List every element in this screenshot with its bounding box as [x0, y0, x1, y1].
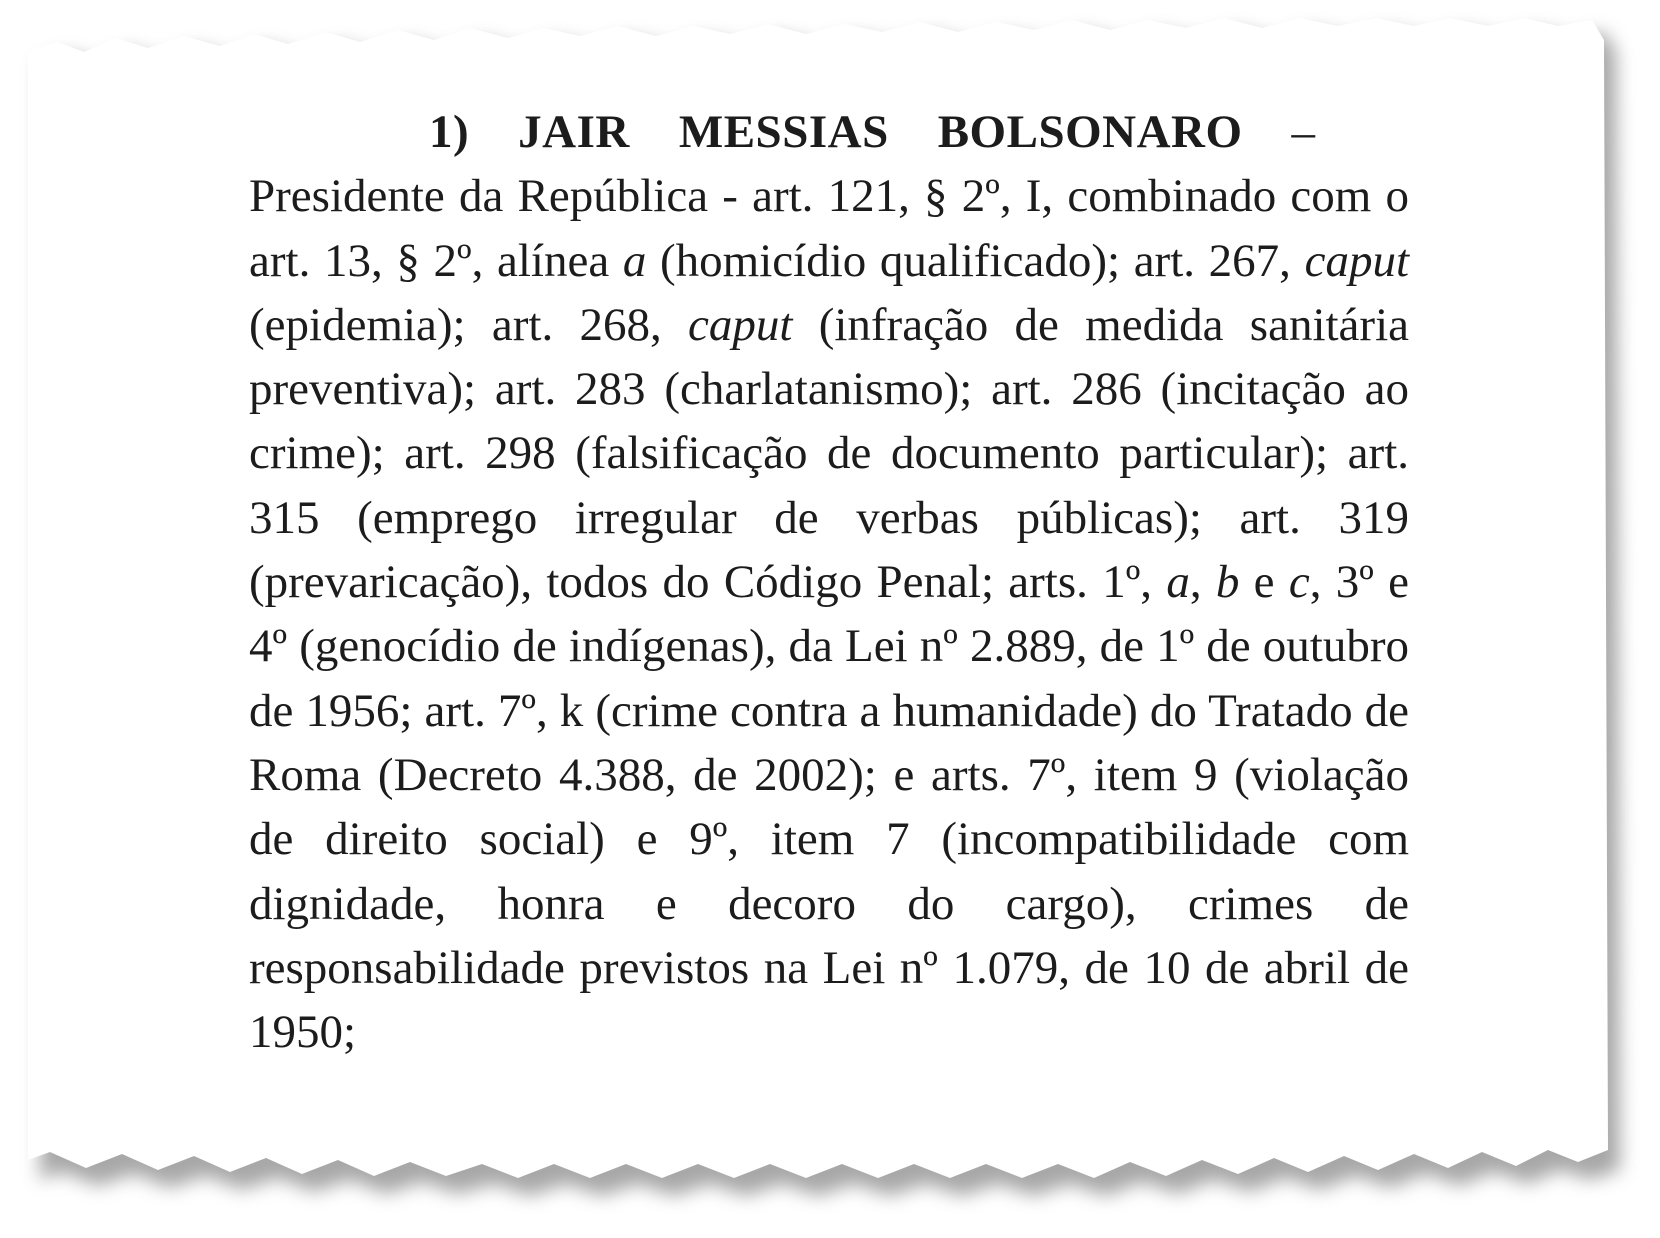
text-segment: (homicídio qualificado); art. 267,	[646, 234, 1305, 287]
text-segment: (epidemia); art. 268,	[249, 298, 688, 351]
heading-name-middle: MESSIAS	[678, 106, 889, 158]
heading-name-first: JAIR	[518, 106, 630, 158]
italic-term: caput	[688, 298, 793, 351]
italic-term: c	[1288, 556, 1310, 609]
italic-term: b	[1215, 556, 1240, 609]
heading-defendant	[429, 106, 1292, 158]
heading-name-last: BOLSONARO	[937, 106, 1243, 158]
italic-term: a	[622, 234, 647, 287]
italic-term: caput	[1304, 234, 1410, 287]
text-segment: e	[1239, 556, 1289, 609]
text-segment: Presidente da República - art. 121, § 2º, I, combinado com o art. 13, § 2º, alínea	[249, 170, 1409, 287]
document-excerpt	[249, 100, 1409, 1064]
text-segment: , 3º e 4º (genocídio de indígenas), da Lei nº 2.889, de 1º de outubro de 1956; art. 7º, k (crime contra a humanidade) do Tratado de Roma (Decreto 4.388, de 2002); e arts. 7º, item 9 (violação de direito social) e 9º, item 7 (incompatibilidade com dignidade, honra e decoro do cargo), crimes de responsabilidade previstos na Lei nº 1.079, de 10 de abril de 1950;	[249, 556, 1409, 1059]
text-segment: (infração de medida sanitária preventiva); art. 283 (charlatanismo); art. 286 (incitação ao crime); art. 298 (falsificação de documento particular); art. 315 (emprego irregular de verbas públicas); art. 319 (prevaricação), todos do Código Penal; arts. 1º,	[249, 298, 1409, 609]
italic-term: a	[1166, 556, 1190, 609]
indictment-paragraph	[249, 100, 1409, 1064]
text-segment: ,	[1189, 556, 1216, 609]
heading-number: 1)	[429, 106, 470, 158]
heading-dash: –	[1291, 106, 1316, 158]
